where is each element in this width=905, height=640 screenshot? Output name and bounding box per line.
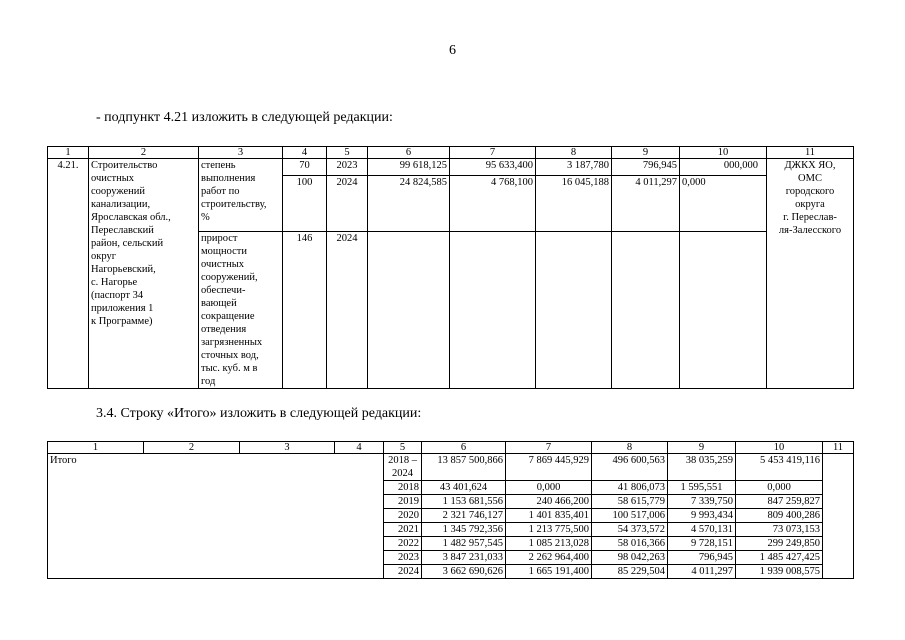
col-header: 1	[48, 147, 89, 159]
column-header-row	[48, 147, 854, 159]
year-cell: 2022	[384, 537, 422, 551]
col-header: 6	[368, 147, 450, 159]
col-header: 8	[536, 147, 612, 159]
year-cell: 2019	[384, 495, 422, 509]
table-cell: 3 847 231,033	[422, 551, 506, 565]
table-cell: 1 939 008,575	[736, 565, 823, 579]
table-cell: 1 085 213,028	[506, 537, 592, 551]
year-cell: 2021	[384, 523, 422, 537]
table-cell: 4 768,100	[450, 176, 536, 232]
table-cell: 38 035,259	[668, 454, 736, 481]
table-cell: 2 262 964,400	[506, 551, 592, 565]
table-cell	[368, 232, 450, 389]
col-header: 9	[668, 442, 736, 454]
table-cell: 1 665 191,400	[506, 565, 592, 579]
table-cell: 13 857 500,866	[422, 454, 506, 481]
col-header: 5	[384, 442, 422, 454]
col-header: 11	[767, 147, 854, 159]
object-name: Строительство очистных сооружений канализации, Ярославская обл., Переславский район, сельский округ Нагорьевский, с. Нагорье (паспорт 34 приложения 1 к Программе)	[89, 159, 199, 389]
table-cell: 100 517,006	[592, 509, 668, 523]
table-cell: 1 595,551	[668, 481, 736, 495]
table-cell: 4 011,297	[668, 565, 736, 579]
table-cell: 240 466,200	[506, 495, 592, 509]
table-cell: 2024	[327, 176, 368, 232]
subitem-table	[47, 146, 854, 389]
table-cell: 98 042,263	[592, 551, 668, 565]
table-cell: 54 373,572	[592, 523, 668, 537]
table-cell: 100	[283, 176, 327, 232]
table-cell: 58 016,366	[592, 537, 668, 551]
indicator-cell: прирост мощности очистных сооружений, обеспечи- вающей сокращение отведения загрязненных сточных вод, тыс. куб. м в год	[199, 232, 283, 389]
page-number: 6	[449, 43, 456, 58]
table-cell: 299 249,850	[736, 537, 823, 551]
table-cell	[612, 232, 680, 389]
col-header: 10	[680, 147, 767, 159]
table-cell: 70	[283, 159, 327, 176]
col-header: 1	[48, 442, 144, 454]
table-cell: 0,000	[680, 176, 767, 232]
table-cell: 5 453 419,116	[736, 454, 823, 481]
table-cell	[536, 232, 612, 389]
table-cell: 85 229,504	[592, 565, 668, 579]
table-cell: 3 187,780	[536, 159, 612, 176]
col-header: 5	[327, 147, 368, 159]
table-cell: 1 345 792,356	[422, 523, 506, 537]
table-cell: 847 259,827	[736, 495, 823, 509]
column-header-row	[48, 442, 854, 454]
total-label: Итого	[48, 454, 384, 579]
table-cell: 95 633,400	[450, 159, 536, 176]
table-cell: 0,000	[506, 481, 592, 495]
table-cell: 7 869 445,929	[506, 454, 592, 481]
table-cell: 2 321 746,127	[422, 509, 506, 523]
table-cell: 9 728,151	[668, 537, 736, 551]
col-header: 3	[240, 442, 335, 454]
table-cell: 1 153 681,556	[422, 495, 506, 509]
section2-heading: 3.4. Строку «Итого» изложить в следующей редакции:	[96, 406, 422, 421]
table-cell: 99 618,125	[368, 159, 450, 176]
col-header: 8	[592, 442, 668, 454]
table-cell: 24 824,585	[368, 176, 450, 232]
col-header: 7	[450, 147, 536, 159]
table-cell: 7 339,750	[668, 495, 736, 509]
table-cell: 809 400,286	[736, 509, 823, 523]
col-header: 11	[823, 442, 854, 454]
table-cell: 000,000	[680, 159, 767, 176]
table-cell: 2023	[327, 159, 368, 176]
table-cell: 4 011,297	[612, 176, 680, 232]
col-header: 9	[612, 147, 680, 159]
year-cell: 2018	[384, 481, 422, 495]
executor-cell: ДЖКХ ЯО, ОМС городского округа г. Переслав- ля-Залесского	[767, 159, 854, 389]
table-cell: 0,000	[736, 481, 823, 495]
item-number: 4.21.	[48, 159, 89, 389]
col-header: 2	[89, 147, 199, 159]
table-cell: 16 045,188	[536, 176, 612, 232]
table-cell: 1 485 427,425	[736, 551, 823, 565]
table-cell: 3 662 690,626	[422, 565, 506, 579]
table-cell: 496 600,563	[592, 454, 668, 481]
col-header: 4	[335, 442, 384, 454]
table-cell: 43 401,624	[422, 481, 506, 495]
table-cell: 1 482 957,545	[422, 537, 506, 551]
col-header: 6	[422, 442, 506, 454]
table-cell: 9 993,434	[668, 509, 736, 523]
table-cell: 1 401 835,401	[506, 509, 592, 523]
table-cell: 796,945	[668, 551, 736, 565]
year-cell: 2018 – 2024	[384, 454, 422, 481]
table-cell: 73 073,153	[736, 523, 823, 537]
col-header: 2	[144, 442, 240, 454]
col-header: 3	[199, 147, 283, 159]
table-cell: 58 615,779	[592, 495, 668, 509]
table-cell: 796,945	[612, 159, 680, 176]
col-header: 10	[736, 442, 823, 454]
year-cell: 2024	[384, 565, 422, 579]
col-header: 7	[506, 442, 592, 454]
col-header: 4	[283, 147, 327, 159]
table-cell: 4 570,131	[668, 523, 736, 537]
table-cell: 41 806,073	[592, 481, 668, 495]
section1-heading: - подпункт 4.21 изложить в следующей редакции:	[96, 110, 393, 125]
table-row	[48, 454, 854, 481]
table-row	[48, 159, 854, 176]
year-cell: 2023	[384, 551, 422, 565]
table-cell	[680, 232, 767, 389]
indicator-cell: степень выполнения работ по строительству, %	[199, 159, 283, 232]
table-cell	[823, 454, 854, 579]
table-cell: 146	[283, 232, 327, 389]
table-cell: 2024	[327, 232, 368, 389]
table-cell	[450, 232, 536, 389]
year-cell: 2020	[384, 509, 422, 523]
table-cell: 1 213 775,500	[506, 523, 592, 537]
total-table	[47, 441, 854, 579]
